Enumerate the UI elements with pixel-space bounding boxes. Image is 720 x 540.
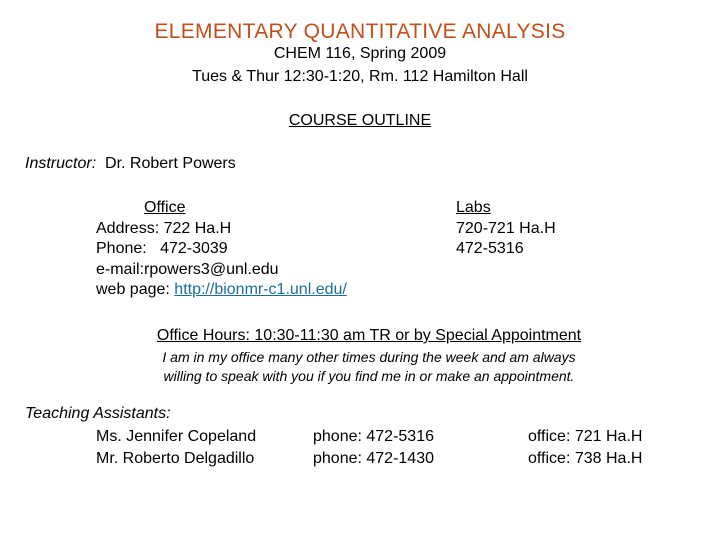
office-info <box>96 198 347 301</box>
labs-heading: Labs <box>456 199 491 216</box>
phone-value: 472-3039 <box>160 240 228 257</box>
note-line-1: I am in my office many other times during the week and am always <box>162 349 576 365</box>
course-code: CHEM 116, Spring 2009 <box>273 45 447 62</box>
address-label: Address: <box>96 219 160 237</box>
instructor-label: Instructor: <box>25 155 97 172</box>
ta-phone: phone: 472-1430 <box>313 450 434 467</box>
ta-name: Ms. Jennifer Copeland <box>96 428 257 445</box>
ta-name: Mr. Roberto Delgadillo <box>96 450 255 467</box>
note-line-2: willing to speak with you if you find me in or make an appointment. <box>163 368 575 384</box>
teaching-assistants-label: Teaching Assistants: <box>25 405 171 422</box>
page-title: ELEMENTARY QUANTITATIVE ANALYSIS <box>154 20 566 43</box>
course-schedule: Tues & Thur 12:30-1:20, Rm. 112 Hamilton Hall <box>192 68 528 85</box>
ta-phone: phone: 472-5316 <box>313 428 434 445</box>
labs-phone: 472-5316 <box>456 240 524 257</box>
office-web <box>96 280 347 301</box>
office-hours-note <box>0 348 720 386</box>
email-label: e-mail: <box>96 260 145 278</box>
course-outline-heading: COURSE OUTLINE <box>288 112 432 129</box>
web-page-link[interactable]: http://bionmr-c1.unl.edu/ <box>174 281 347 298</box>
office-hours: Office Hours: 10:30-11:30 am TR or by Special Appointment <box>156 327 582 344</box>
office-address <box>96 219 347 240</box>
phone-label: Phone: <box>96 240 147 257</box>
labs-info <box>456 198 556 260</box>
labs-room: 720-721 Ha.H <box>456 219 556 237</box>
office-heading: Office <box>144 199 186 216</box>
office-email <box>96 260 347 281</box>
office-phone <box>96 239 347 260</box>
ta-office: office: 721 Ha.H <box>528 428 643 445</box>
web-label: web page: <box>96 281 170 298</box>
instructor-name: Dr. Robert Powers <box>105 155 236 172</box>
address-value: 722 Ha.H <box>163 219 232 237</box>
ta-office: office: 738 Ha.H <box>528 450 643 467</box>
email-value: rpowers3@unl.edu <box>144 260 279 278</box>
instructor-line <box>25 155 236 173</box>
